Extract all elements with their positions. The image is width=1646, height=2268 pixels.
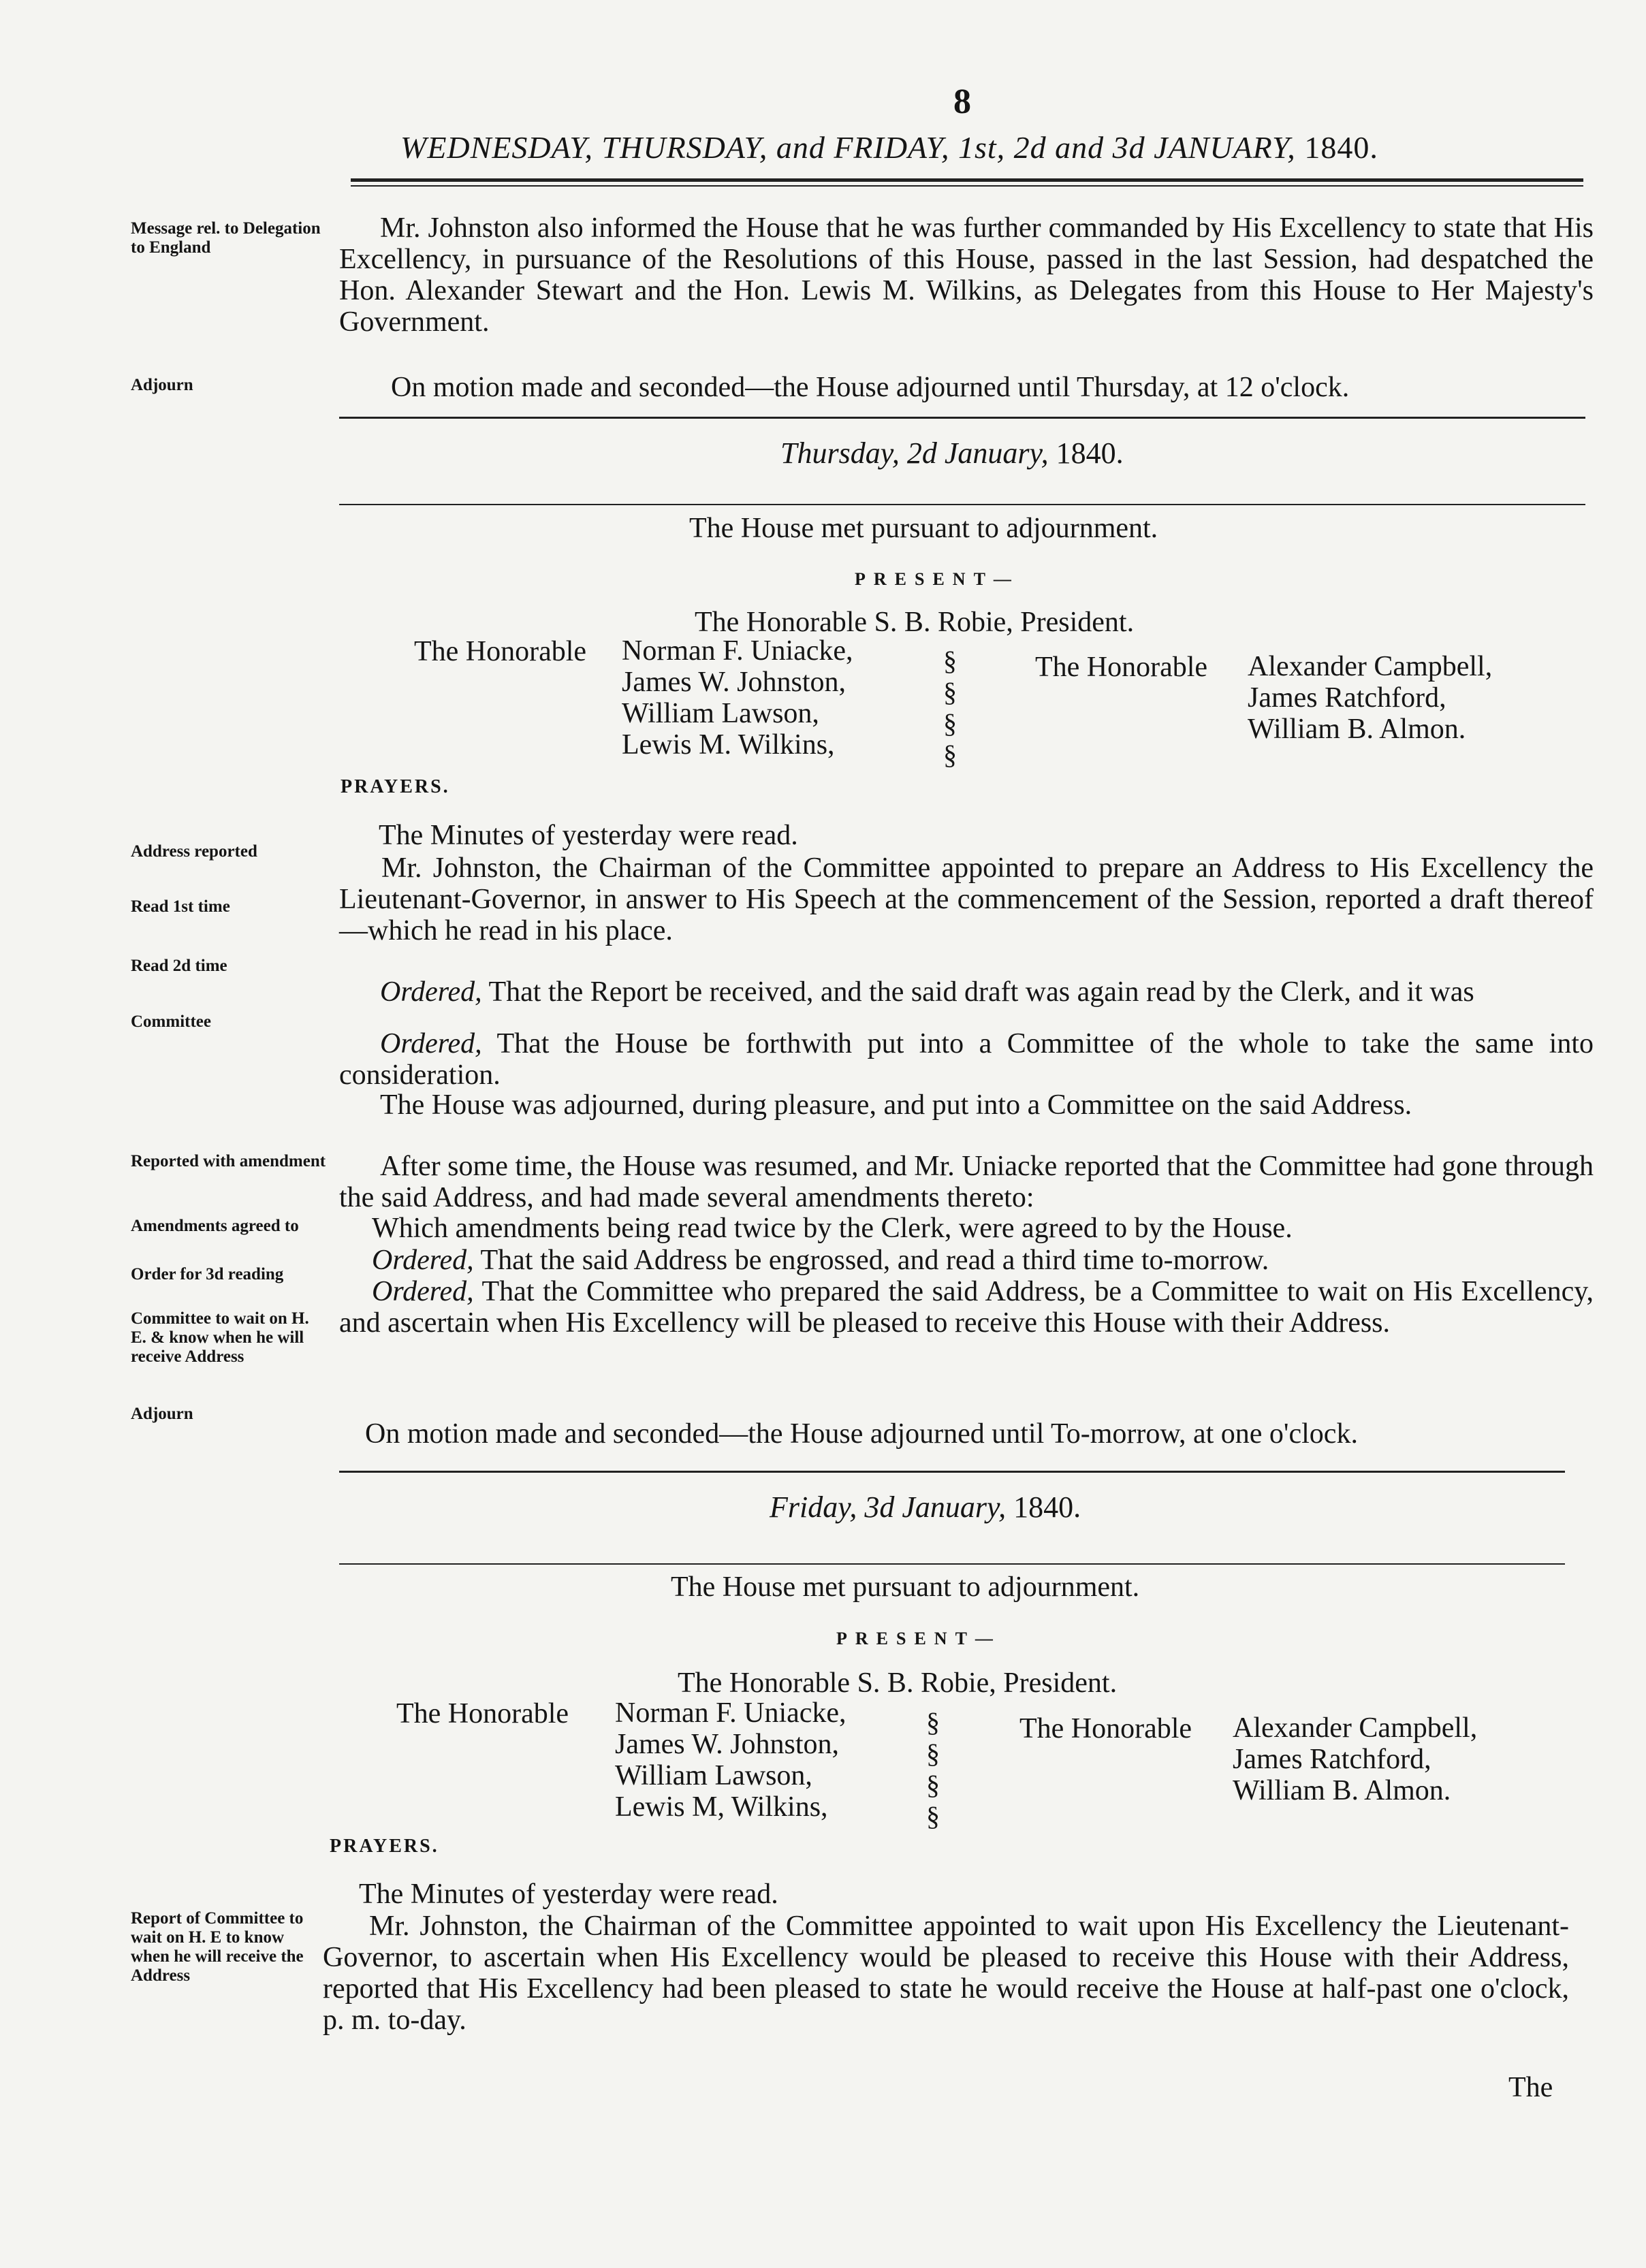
- friday-date-heading: [770, 1490, 1081, 1524]
- section-mark-icon: §: [943, 677, 957, 707]
- ordered-label: Ordered,: [380, 1028, 482, 1059]
- margin-note-committee: Committee: [131, 1012, 211, 1031]
- ordered-text: That the said Address be engrossed, and read a third time to-morrow.: [480, 1245, 1269, 1276]
- ordered-text: That the Report be received, and the said draft was again read by the Clerk, and it was: [488, 976, 1474, 1008]
- margin-note-adjourn: Adjourn: [131, 376, 193, 394]
- thursday-year: 1840.: [1056, 436, 1124, 470]
- thursday-president-line: The Honorable S. B. Robie, President.: [695, 607, 1135, 638]
- thursday-minutes: The Minutes of yesterday were read.: [379, 820, 798, 851]
- member-name: Lewis M, Wilkins,: [615, 1791, 828, 1823]
- friday-section-marks: [926, 1707, 940, 1832]
- thursday-right-members: [1248, 651, 1492, 745]
- catchword: The: [1508, 2072, 1553, 2103]
- margin-note-delegation: Message rel. to Delegation to England: [131, 219, 321, 257]
- margin-note-amendments-agreed: Amendments agreed to: [131, 1217, 299, 1235]
- friday-president-line: The Honorable S. B. Robie, President.: [678, 1667, 1118, 1699]
- friday-report-paragraph: Mr. Johnston, the Chairman of the Committee appointed to wait upon His Excellency the Lieutenant-Governor, to ascertain when His Excellency would be pleased to receive this House with their Address, reported that His Excellency had been pleased to state he would receive the House at half-past one o'clock, p. m. to-day.: [323, 1911, 1569, 2036]
- header-year: 1840.: [1304, 130, 1378, 165]
- friday-minutes: The Minutes of yesterday were read.: [359, 1879, 778, 1910]
- member-name: Alexander Campbell,: [1233, 1712, 1478, 1744]
- thursday-met-line: The House met pursuant to adjournment.: [689, 513, 1158, 544]
- section-mark-icon: §: [926, 1770, 940, 1800]
- ordered-label: Ordered,: [380, 976, 482, 1008]
- thursday-left-prefix: The Honorable: [414, 636, 587, 667]
- friday-met-line: The House met pursuant to adjournment.: [671, 1571, 1140, 1603]
- ordered-label: Ordered,: [372, 1245, 474, 1276]
- friday-left-prefix: The Honorable: [396, 1698, 569, 1729]
- section-mark-icon: §: [926, 1738, 940, 1769]
- thursday-date-heading: [780, 436, 1124, 470]
- member-name: Alexander Campbell,: [1248, 651, 1493, 682]
- thursday-ordered-4: [339, 1276, 1594, 1339]
- ordered-text: That the Committee who prepared the said Address, be a Committee to wait on His Excellency, and ascertain when His Excellency will be pleased to receive this House with their Address.: [339, 1276, 1594, 1339]
- member-name: James W. Johnston,: [622, 667, 846, 698]
- member-name: Norman F. Uniacke,: [615, 1697, 846, 1729]
- header-rule-thin: [351, 185, 1583, 187]
- member-name: Lewis M. Wilkins,: [622, 729, 835, 761]
- thursday-after-paragraph: After some time, the House was resumed, and Mr. Uniacke reported that the Committee had gone through the said Address, and had made several amendments thereto:: [339, 1151, 1594, 1213]
- member-name: William Lawson,: [622, 698, 819, 729]
- thursday-motion-adjourn: On motion made and seconded—the House adjourned until To-morrow, at one o'clock.: [365, 1418, 1358, 1450]
- member-name: William B. Almon.: [1248, 714, 1466, 745]
- section-mark-icon: §: [943, 645, 957, 676]
- thursday-left-members: [622, 635, 853, 761]
- section-rule: [339, 504, 1585, 505]
- section-rule: [339, 1471, 1565, 1473]
- thursday-present-label: PRESENT—: [855, 569, 1019, 589]
- thursday-report-paragraph: Mr. Johnston, the Chairman of the Committee appointed to prepare an Address to His Excellency the Lieutenant-Governor, in answer to His Speech at the commencement of the Session, reported a draft thereof—which he read in his place.: [339, 852, 1594, 946]
- thursday-right-prefix: The Honorable: [1035, 652, 1208, 683]
- margin-note-order-3d: Order for 3d reading: [131, 1265, 284, 1283]
- member-name: James Ratchford,: [1233, 1744, 1431, 1775]
- header-title: WEDNESDAY, THURSDAY, and FRIDAY, 1st, 2d and 3d JANUARY,: [400, 130, 1296, 165]
- section-mark-icon: §: [943, 739, 957, 770]
- section-rule: [339, 1563, 1565, 1565]
- paragraph-adjourn-wednesday: On motion made and seconded—the House adjourned until Thursday, at 12 o'clock.: [391, 372, 1350, 403]
- section-mark-icon: §: [926, 1707, 940, 1738]
- thursday-section-marks: [943, 645, 957, 771]
- section-mark-icon: §: [943, 708, 957, 739]
- header-rule-thick: [351, 178, 1583, 182]
- margin-note-committee-wait: Committee to wait on H. E. & know when he will receive Address: [131, 1309, 309, 1366]
- thursday-ordered-1: [339, 976, 1594, 1008]
- page-number: 8: [953, 82, 971, 121]
- friday-date: Friday, 3d January,: [770, 1490, 1007, 1524]
- thursday-which-paragraph: Which amendments being read twice by the Clerk, were agreed to by the House.: [372, 1213, 1293, 1244]
- friday-right-members: [1233, 1712, 1477, 1806]
- member-name: Norman F. Uniacke,: [622, 635, 853, 667]
- margin-note-address-reported: Address reported: [131, 842, 257, 861]
- friday-year: 1840.: [1013, 1490, 1081, 1524]
- thursday-ordered-3: [372, 1244, 1269, 1277]
- section-mark-icon: §: [926, 1801, 940, 1832]
- thursday-adjourned-paragraph: The House was adjourned, during pleasure, and put into a Committee on the said Address.: [380, 1089, 1412, 1121]
- member-name: James W. Johnston,: [615, 1729, 840, 1760]
- friday-present-label: PRESENT—: [836, 1629, 1001, 1648]
- margin-note-read-2d: Read 2d time: [131, 957, 227, 975]
- member-name: William Lawson,: [615, 1760, 812, 1791]
- friday-left-members: [615, 1697, 846, 1823]
- margin-note-adjourn-thursday: Adjourn: [131, 1405, 193, 1423]
- paragraph-delegation-message: Mr. Johnston also informed the House that he was further commanded by His Excellency to state that His Excellency, in pursuance of the Resolutions of this House, passed in the last Session, had despatched the Hon. Alexander Stewart and the Hon. Lewis M. Wilkins, as Delegates from this House to Her Majesty's Government.: [339, 212, 1594, 338]
- margin-note-reported-amendment: Reported with amendment: [131, 1152, 326, 1170]
- ordered-label: Ordered,: [372, 1276, 474, 1307]
- section-rule: [339, 417, 1585, 419]
- friday-prayers: PRAYERS.: [330, 1836, 439, 1857]
- ordered-text: That the House be forthwith put into a Committee of the whole to take the same into consideration.: [339, 1028, 1594, 1091]
- margin-note-report-committee: Report of Committee to wait on H. E to know when he will receive the Address: [131, 1909, 304, 1985]
- friday-right-prefix: The Honorable: [1019, 1713, 1192, 1744]
- member-name: James Ratchford,: [1248, 682, 1446, 714]
- page-header: [400, 129, 1378, 165]
- margin-note-read-1st: Read 1st time: [131, 897, 230, 916]
- thursday-prayers: PRAYERS.: [341, 776, 450, 797]
- thursday-date: Thursday, 2d January,: [780, 436, 1049, 470]
- member-name: William B. Almon.: [1233, 1775, 1451, 1806]
- thursday-ordered-2: [339, 1028, 1594, 1091]
